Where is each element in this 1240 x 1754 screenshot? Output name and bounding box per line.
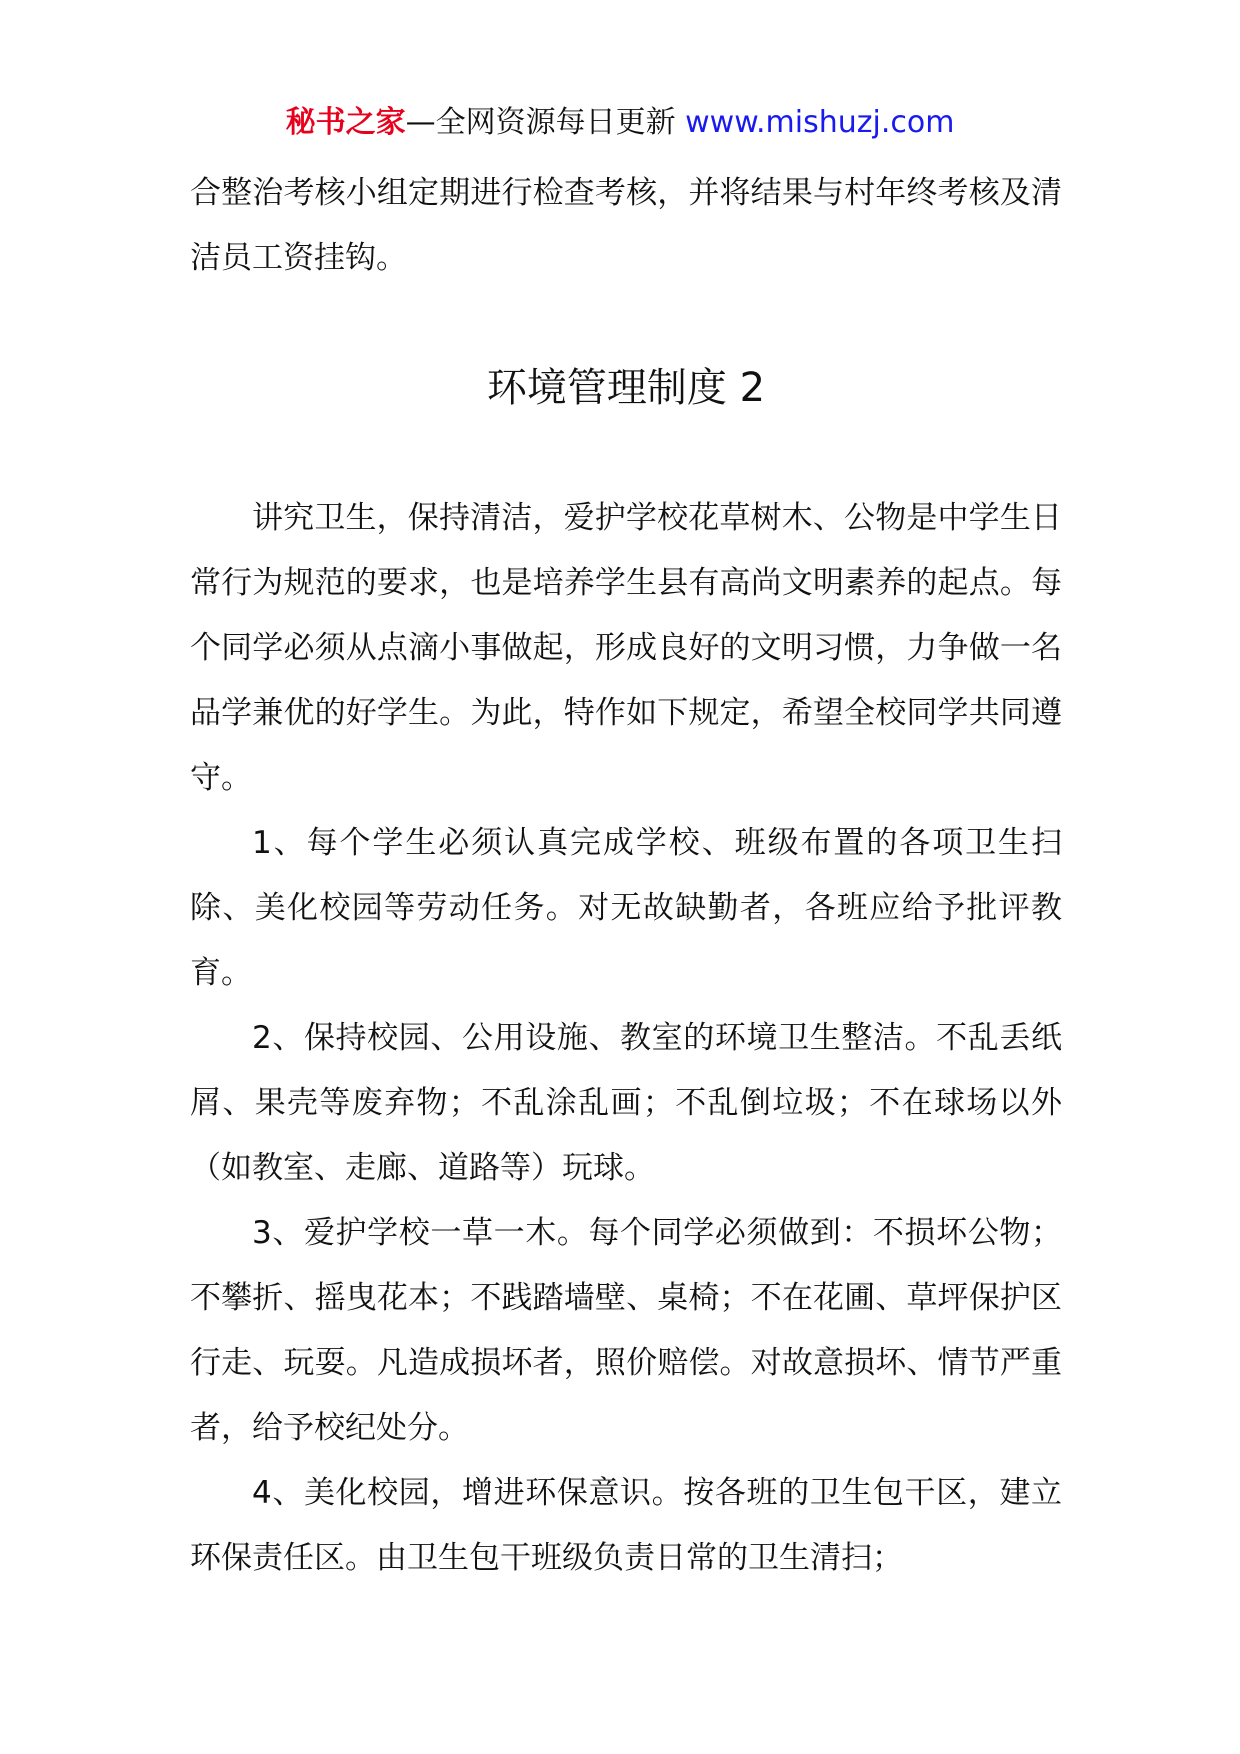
paragraph-rule-2: 2、保持校园、公用设施、教室的环境卫生整洁。不乱丢纸屑、果壳等废弃物；不乱涂乱画；不乱倒垃圾；不在球场以外（如教室、走廊、道路等）玩球。 <box>190 1020 1062 1186</box>
paragraph-rule-3: 3、爱护学校一草一木。每个同学必须做到：不损坏公物；不攀折、摇曳花本；不践踏墙壁、桌椅；不在花圃、草坪保护区行走、玩耍。凡造成损坏者，照价赔偿。对故意损坏、情节严重者，给予校纪处分。 <box>190 1215 1062 1446</box>
brand-name: 秘书之家 <box>285 105 406 140</box>
paragraph-rule-1: 1、每个学生必须认真完成学校、班级布置的各项卫生扫除、美化校园等劳动任务。对无故缺勤者，各班应给予批评教育。 <box>190 825 1062 991</box>
site-header <box>0 100 1240 146</box>
continuation-paragraph: 合整治考核小组定期进行检查考核，并将结果与村年终考核及清洁员工资挂钩。 <box>190 175 1062 276</box>
document-body <box>190 161 1062 1591</box>
site-url[interactable]: www.mishuzj.com <box>685 105 955 140</box>
paragraph-intro: 讲究卫生，保持清洁，爱护学校花草树木、公物是中学生日常行为规范的要求，也是培养学生县有高尚文明素养的起点。每个同学必须从点滴小事做起，形成良好的文明习惯，力争做一名品学兼优的好学生。为此，特作如下规定，希望全校同学共同遵守。 <box>190 500 1062 796</box>
section-title: 环境管理制度 2 <box>486 365 766 411</box>
header-slogan: —全网资源每日更新 <box>405 105 686 140</box>
paragraph-rule-4: 4、美化校园，增进环保意识。按各班的卫生包干区，建立环保责任区。由卫生包干班级负责日常的卫生清扫； <box>190 1475 1062 1576</box>
